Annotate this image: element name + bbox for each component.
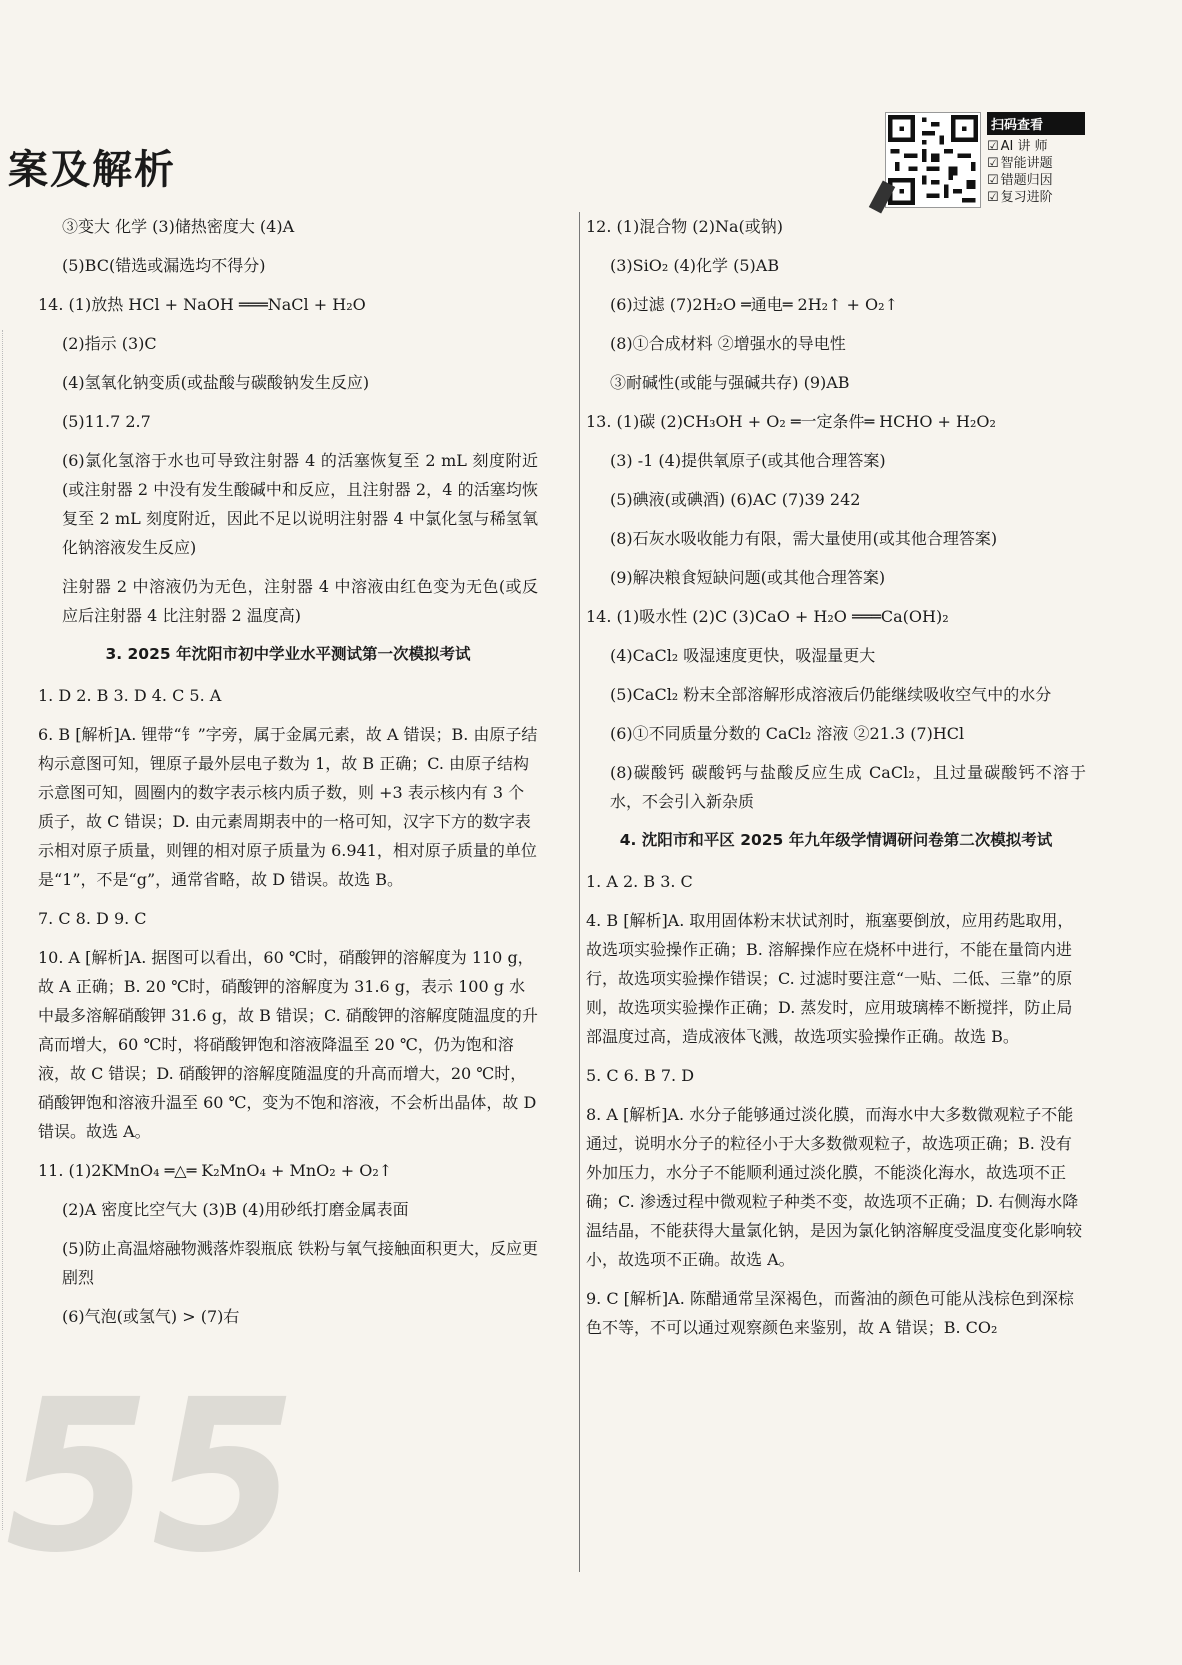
answer-item: 12. (1)混合物 (2)Na(或钠)	[586, 217, 783, 236]
feature-item: ☑ 复习进阶	[987, 189, 1085, 206]
answer-item: 8. A [解析]A. 水分子能够通过淡化膜，而海水中大多数微观粒子不能通过，说明水分子的粒径小于大多数微观粒子，故选项正确；B. 没有外加压力，水分子不能顺利通过淡化膜，不能淡化海水，故选项不正确；C. 渗透过程中微观粒子种类不变，故选项不正确；D. 右侧海水降温结晶，不能获得大量氯化钠，是因为氯化钠溶解度受温度变化影响较小，故选项不正确。故选 A。	[586, 1105, 1083, 1269]
answer-item: 4. B [解析]A. 取用固体粉末状试剂时，瓶塞要倒放，应用药匙取用，故选项实验操作正确；B. 溶解操作应在烧杯中进行，不能在量筒内进行，故选项实验操作错误；C. 过滤时要注意“一贴、二低、三靠”的原则，故选项实验操作正确；D. 蒸发时，应用玻璃棒不断搅拌，防止局部温度过高，造成液体飞溅，故选项实验操作正确。故选 B。	[586, 911, 1074, 1046]
answer-subline: (5)碘液(或碘酒) (6)AC (7)39 242	[610, 490, 861, 509]
answer-paragraph: (5)防止高温熔融物溅落炸裂瓶底 铁粉与氧气接触面积更大，反应更剧烈	[62, 1239, 538, 1287]
answer-subline: (6)①不同质量分数的 CaCl₂ 溶液 ②21.3 (7)HCl	[610, 724, 965, 743]
answer-subline: (4)氢氧化钠变质(或盐酸与碳酸钠发生反应)	[62, 373, 370, 392]
answer-subline: ③耐碱性(或能与强碱共存) (9)AB	[610, 373, 850, 392]
answer-item: 5. C 6. B 7. D	[586, 1066, 695, 1085]
qr-promo[interactable]	[875, 112, 1085, 212]
answer-paragraph: 注射器 2 中溶液仍为无色，注射器 4 中溶液由红色变为无色(或反应后注射器 4 比注射器 2 温度高)	[62, 577, 538, 625]
answer-subline: (3) -1 (4)提供氧原子(或其他合理答案)	[610, 451, 886, 470]
answer-paragraph: (8)碳酸钙 碳酸钙与盐酸反应生成 CaCl₂，且过量碳酸钙不溶于水，不会引入新杂质	[610, 763, 1086, 811]
feature-item: ☑ AI 讲 师	[987, 138, 1085, 155]
right-answer-column	[586, 212, 1086, 1352]
answer-subline: (9)解决粮食短缺问题(或其他合理答案)	[610, 568, 886, 587]
scan-label[interactable]: 扫码查看	[987, 112, 1085, 135]
answer-item: 9. C [解析]A. 陈醋通常呈深褐色，而酱油的颜色可能从浅棕色到深棕色不等，不可以通过观察颜色来鉴别，故 A 错误；B. CO₂	[586, 1289, 1074, 1337]
answer-subline: (6)气泡(或氢气) > (7)右	[62, 1307, 240, 1326]
qr-code-icon[interactable]	[885, 112, 981, 208]
section-heading: 3. 2025 年沈阳市初中学业水平测试第一次模拟考试	[105, 645, 471, 663]
answer-subline: (8)①合成材料 ②增强水的导电性	[610, 334, 846, 353]
qr-feature-panel	[987, 112, 1085, 208]
answer-item: 10. A [解析]A. 据图可以看出，60 ℃时，硝酸钾的溶解度为 110 g，故 A 正确；B. 20 ℃时，硝酸钾的溶解度为 31.6 g，表示 100 g 水中最多溶解硝酸钾 31.6 g，故 B 错误；C. 硝酸钾的溶解度随温度的升高而增大，60 ℃时，将硝酸钾饱和溶液降温至 20 ℃，仍为饱和溶液，故 C 错误；D. 硝酸钾的溶解度随温度的升高而增大，20 ℃时，硝酸钾饱和溶液升温至 60 ℃，变为不饱和溶液，不会析出晶体，故 D 错误。故选 A。	[38, 948, 538, 1141]
answer-paragraph: (6)氯化氢溶于水也可导致注射器 4 的活塞恢复至 2 mL 刻度附近(或注射器 2 中没有发生酸碱中和反应，且注射器 2，4 的活塞均恢复至 2 mL 刻度附近，因此不足以说明注射器 4 中氯化氢与稀氢氧化钠溶液发生反应)	[62, 451, 538, 557]
answer-subline: (3)SiO₂ (4)化学 (5)AB	[610, 256, 780, 275]
answer-subline: (2)A 密度比空气大 (3)B (4)用砂纸打磨金属表面	[62, 1200, 409, 1219]
answer-subline: (6)过滤 (7)2H₂O ═通电═ 2H₂↑ + O₂↑	[610, 295, 898, 314]
answer-subline: (8)石灰水吸收能力有限，需大量使用(或其他合理答案)	[610, 529, 998, 548]
answer-subline: (5)11.7 2.7	[62, 412, 151, 431]
binding-margin	[2, 330, 9, 1530]
left-answer-column	[38, 212, 538, 1341]
answer-item: 1. A 2. B 3. C	[586, 872, 693, 891]
answer-paragraph: (5)CaCl₂ 粉末全部溶解形成溶液后仍能继续吸收空气中的水分	[610, 685, 1052, 704]
section-heading: 4. 沈阳市和平区 2025 年九年级学情调研问卷第二次模拟考试	[619, 831, 1053, 849]
answer-item: 7. C 8. D 9. C	[38, 909, 147, 928]
page-number-watermark: 55	[5, 1354, 298, 1599]
answer-subline: ③变大 化学 (3)储热密度大 (4)A	[62, 217, 295, 236]
answer-item: 14. (1)吸水性 (2)C (3)CaO + H₂O ═══Ca(OH)₂	[586, 607, 949, 626]
answer-subline: (5)BC(错选或漏选均不得分)	[62, 256, 266, 275]
answer-subline: (4)CaCl₂ 吸湿速度更快，吸湿量更大	[610, 646, 876, 665]
feature-item: ☑ 错题归因	[987, 172, 1085, 189]
page-title: 案及解析	[8, 147, 176, 193]
answer-item: 11. (1)2KMnO₄ ═△═ K₂MnO₄ + MnO₂ + O₂↑	[38, 1161, 393, 1180]
answer-subline: (2)指示 (3)C	[62, 334, 157, 353]
column-divider	[579, 212, 580, 1572]
answer-item: 1. D 2. B 3. D 4. C 5. A	[38, 686, 222, 705]
answer-item: 6. B [解析]A. 锂带“钅”字旁，属于金属元素，故 A 错误；B. 由原子结构示意图可知，锂原子最外层电子数为 1，故 B 正确；C. 由原子结构示意图可知，圆圈内的数字表示核内质子数，则 +3 表示核内有 3 个质子，故 C 错误；D. 由元素周期表中的一格可知，汉字下方的数字表示相对原子质量，则锂的相对原子质量为 6.941，相对原子质量的单位是“1”，不是“g”，通常省略，故 D 错误。故选 B。	[38, 725, 538, 889]
answer-item: 13. (1)碳 (2)CH₃OH + O₂ ═一定条件═ HCHO + H₂O₂	[586, 412, 996, 431]
feature-item: ☑ 智能讲题	[987, 155, 1085, 172]
answer-item: 14. (1)放热 HCl + NaOH ═══NaCl + H₂O	[38, 295, 366, 314]
